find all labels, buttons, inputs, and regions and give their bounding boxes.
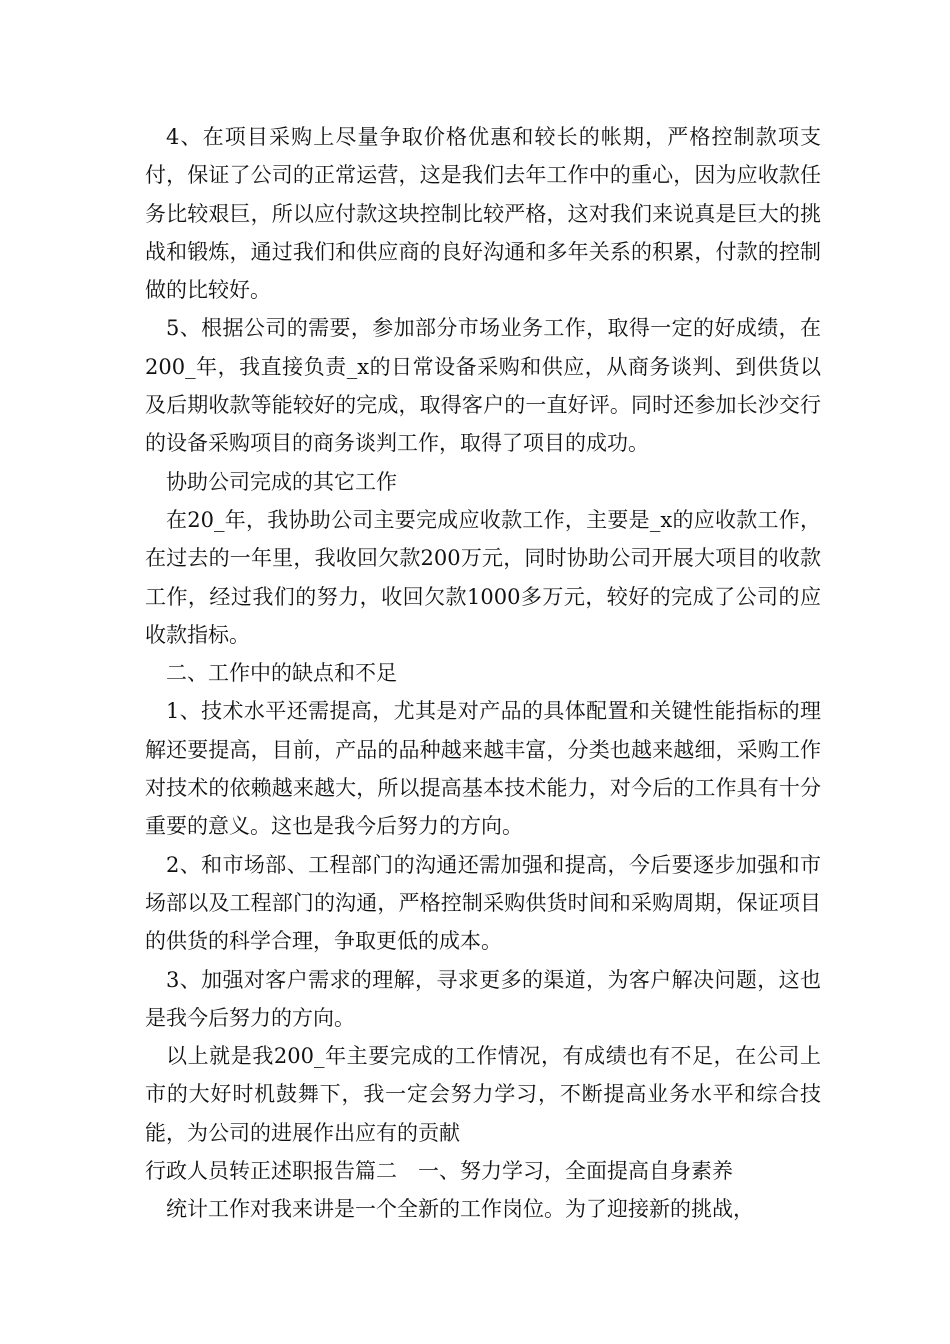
heading-shortcomings: 二、工作中的缺点和不足 bbox=[166, 661, 397, 686]
paragraph-receivables: 在20_年，我协助公司主要完成应收款工作，主要是_x的应收款工作，在过去的一年里，我收回欠款200万元，同时协助公司开展大项目的收款工作，经过我们的努力，收回欠款1000多万元，较好的完成了公司的应收款指标。 bbox=[145, 507, 821, 647]
paragraph-technical-skill: 1、技术水平还需提高，尤其是对产品的具体配置和关键性能指标的理解还要提高，目前，产品的品种越来越丰富，分类也越来越细，采购工作对技术的依赖越来越大，所以提高基本技术能力，对今后的工作具有十分重要的意义。这也是我今后努力的方向。 bbox=[145, 699, 821, 839]
heading-other-work: 协助公司完成的其它工作 bbox=[166, 469, 397, 494]
paragraph-procurement-payment: 4、在项目采购上尽量争取价格优惠和较长的帐期，严格控制款项支付，保证了公司的正常运营，这是我们去年工作中的重心，因为应收款任务比较艰巨，所以应付款这块控制比较严格，这对我们来说真是巨大的挑战和锻炼，通过我们和供应商的良好沟通和多年关系的积累，付款的控制做的比较好。 bbox=[145, 125, 821, 303]
document-body bbox=[145, 118, 821, 1229]
paragraph-customer-needs: 3、加强对客户需求的理解，寻求更多的渠道，为客户解决问题，这也是我今后努力的方向。 bbox=[145, 967, 821, 1030]
section-title-report-two: 行政人员转正述职报告篇二 一、努力学习，全面提高自身素养 bbox=[145, 1159, 733, 1184]
paragraph-summary: 以上就是我200_年主要完成的工作情况，有成绩也有不足，在公司上市的大好时机鼓舞下，我一定会努力学习，不断提高业务水平和综合技能，为公司的进展作出应有的贡献 bbox=[145, 1044, 821, 1145]
paragraph-department-communication: 2、和市场部、工程部门的沟通还需加强和提高，今后要逐步加强和市场部以及工程部门的沟通，严格控制采购供货时间和采购周期，保证项目的供货的科学合理，争取更低的成本。 bbox=[145, 852, 821, 954]
paragraph-market-business: 5、根据公司的需要，参加部分市场业务工作，取得一定的好成绩，在200_年，我直接负责_x的日常设备采购和供应，从商务谈判、到供货以及后期收款等能较好的完成，取得客户的一直好评。同时还参加长沙交行的设备采购项目的商务谈判工作，取得了项目的成功。 bbox=[145, 316, 821, 456]
paragraph-statistics-work: 统计工作对我来讲是一个全新的工作岗位。为了迎接新的挑战， bbox=[166, 1197, 754, 1222]
